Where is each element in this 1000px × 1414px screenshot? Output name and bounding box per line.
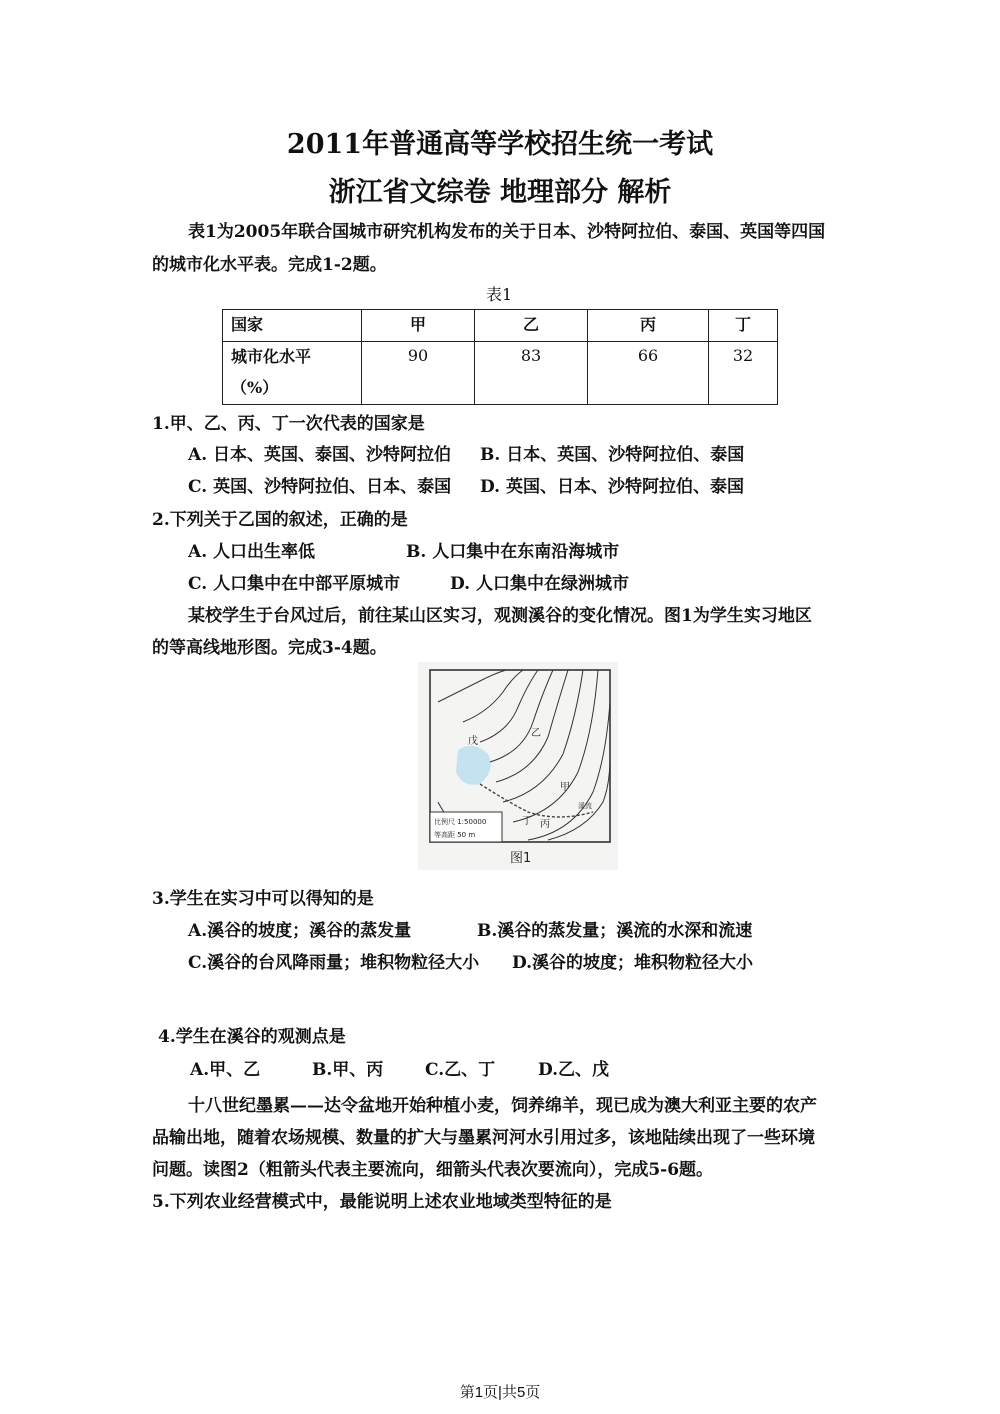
q2-option-a: A. 人口出生率低	[188, 542, 316, 562]
page-title: 2011年普通高等学校招生统一考试	[286, 129, 714, 160]
q1-option-a: A. 日本、英国、泰国、沙特阿拉伯	[188, 445, 452, 465]
q2-option-c: C. 人口集中在中部平原城市	[188, 574, 401, 594]
map-label-bing: 丙	[540, 819, 550, 830]
intro2-line2: 的等高线地形图。完成3-4题。	[152, 638, 387, 658]
table-cell: 90	[362, 342, 475, 405]
table-header-cell: 国家	[223, 310, 362, 342]
table-header-cell: 甲	[362, 310, 475, 342]
q2-stem: 2.下列关于乙国的叙述，正确的是	[152, 510, 408, 530]
map-label-jia: 甲	[560, 782, 570, 793]
table-header-cell: 乙	[475, 310, 588, 342]
intro2-line1: 某校学生于台风过后，前往某山区实习，观测溪谷的变化情况。图1为学生实习地区	[188, 606, 812, 626]
q1-option-c: C. 英国、沙特阿拉伯、日本、泰国	[188, 477, 452, 497]
q4-option-d: D.乙、戊	[538, 1060, 610, 1080]
q4-option-b: B.甲、丙	[312, 1060, 384, 1080]
q1-option-b: B. 日本、英国、沙特阿拉伯、泰国	[480, 445, 745, 465]
q2-option-b: B. 人口集中在东南沿海城市	[406, 542, 620, 562]
q4-option-a: A.甲、乙	[190, 1060, 261, 1080]
q1-option-d: D. 英国、日本、沙特阿拉伯、泰国	[480, 477, 744, 497]
q1-stem: 1.甲、乙、丙、丁一次代表的国家是	[152, 414, 425, 434]
table-header-cell: 丙	[588, 310, 709, 342]
q3-option-b: B.溪谷的蒸发量；溪流的水深和流速	[477, 921, 753, 941]
q3-option-d: D.溪谷的坡度；堆积物粒径大小	[512, 953, 754, 973]
q3-stem: 3.学生在实习中可以得知的是	[152, 889, 374, 909]
table-row	[223, 342, 778, 405]
intro3-line2: 品输出地，随着农场规模、数量的扩大与墨累河河水引用过多，该地陆续出现了一些环境	[152, 1128, 815, 1148]
q3-option-c: C.溪谷的台风降雨量；堆积物粒径大小	[188, 953, 480, 973]
table1	[222, 309, 778, 405]
table-cell: 83	[475, 342, 588, 405]
interval-text: 等高距 50 m	[434, 831, 476, 839]
table-cell: 66	[588, 342, 709, 405]
row-label-line1: 城市化水平	[231, 347, 312, 366]
intro3-line3: 问题。读图2（粗箭头代表主要流向，细箭头代表次要流向），完成5-6题。	[152, 1160, 714, 1180]
intro1-line2: 的城市化水平表。完成1-2题。	[152, 255, 387, 275]
page-footer: 第1页|共5页	[459, 1384, 541, 1401]
table-header-cell: 丁	[709, 310, 778, 342]
map-label-stream: 溪流	[578, 802, 592, 810]
q2-option-d: D. 人口集中在绿洲城市	[450, 574, 629, 594]
figure1-caption: 图1	[510, 851, 532, 866]
page-subtitle: 浙江省文综卷 地理部分 解析	[328, 177, 672, 208]
table1-caption: 表1	[486, 285, 513, 304]
scale-text: 比例尺 1:50000	[434, 818, 487, 826]
q3-option-a: A.溪谷的坡度；溪谷的蒸发量	[188, 921, 412, 941]
map-label-wu: 戊	[468, 736, 478, 747]
table-header-row	[223, 310, 778, 342]
intro1-line1: 表1为2005年联合国城市研究机构发布的关于日本、沙特阿拉伯、泰国、英国等四国	[188, 222, 826, 242]
table-cell: 32	[709, 342, 778, 405]
map-label-ding: 丁	[522, 816, 532, 827]
q4-stem: 4.学生在溪谷的观测点是	[158, 1027, 346, 1047]
q5-stem: 5.下列农业经营模式中，最能说明上述农业地域类型特征的是	[152, 1192, 612, 1212]
contour-map	[418, 662, 618, 870]
row-label-line2: （%）	[231, 378, 279, 397]
table-row-label	[223, 342, 362, 405]
map-label-yi: 乙	[531, 728, 541, 739]
intro3-line1: 十八世纪墨累——达令盆地开始种植小麦，饲养绵羊，现已成为澳大利亚主要的农产	[188, 1096, 817, 1116]
q4-option-c: C.乙、丁	[425, 1060, 496, 1080]
